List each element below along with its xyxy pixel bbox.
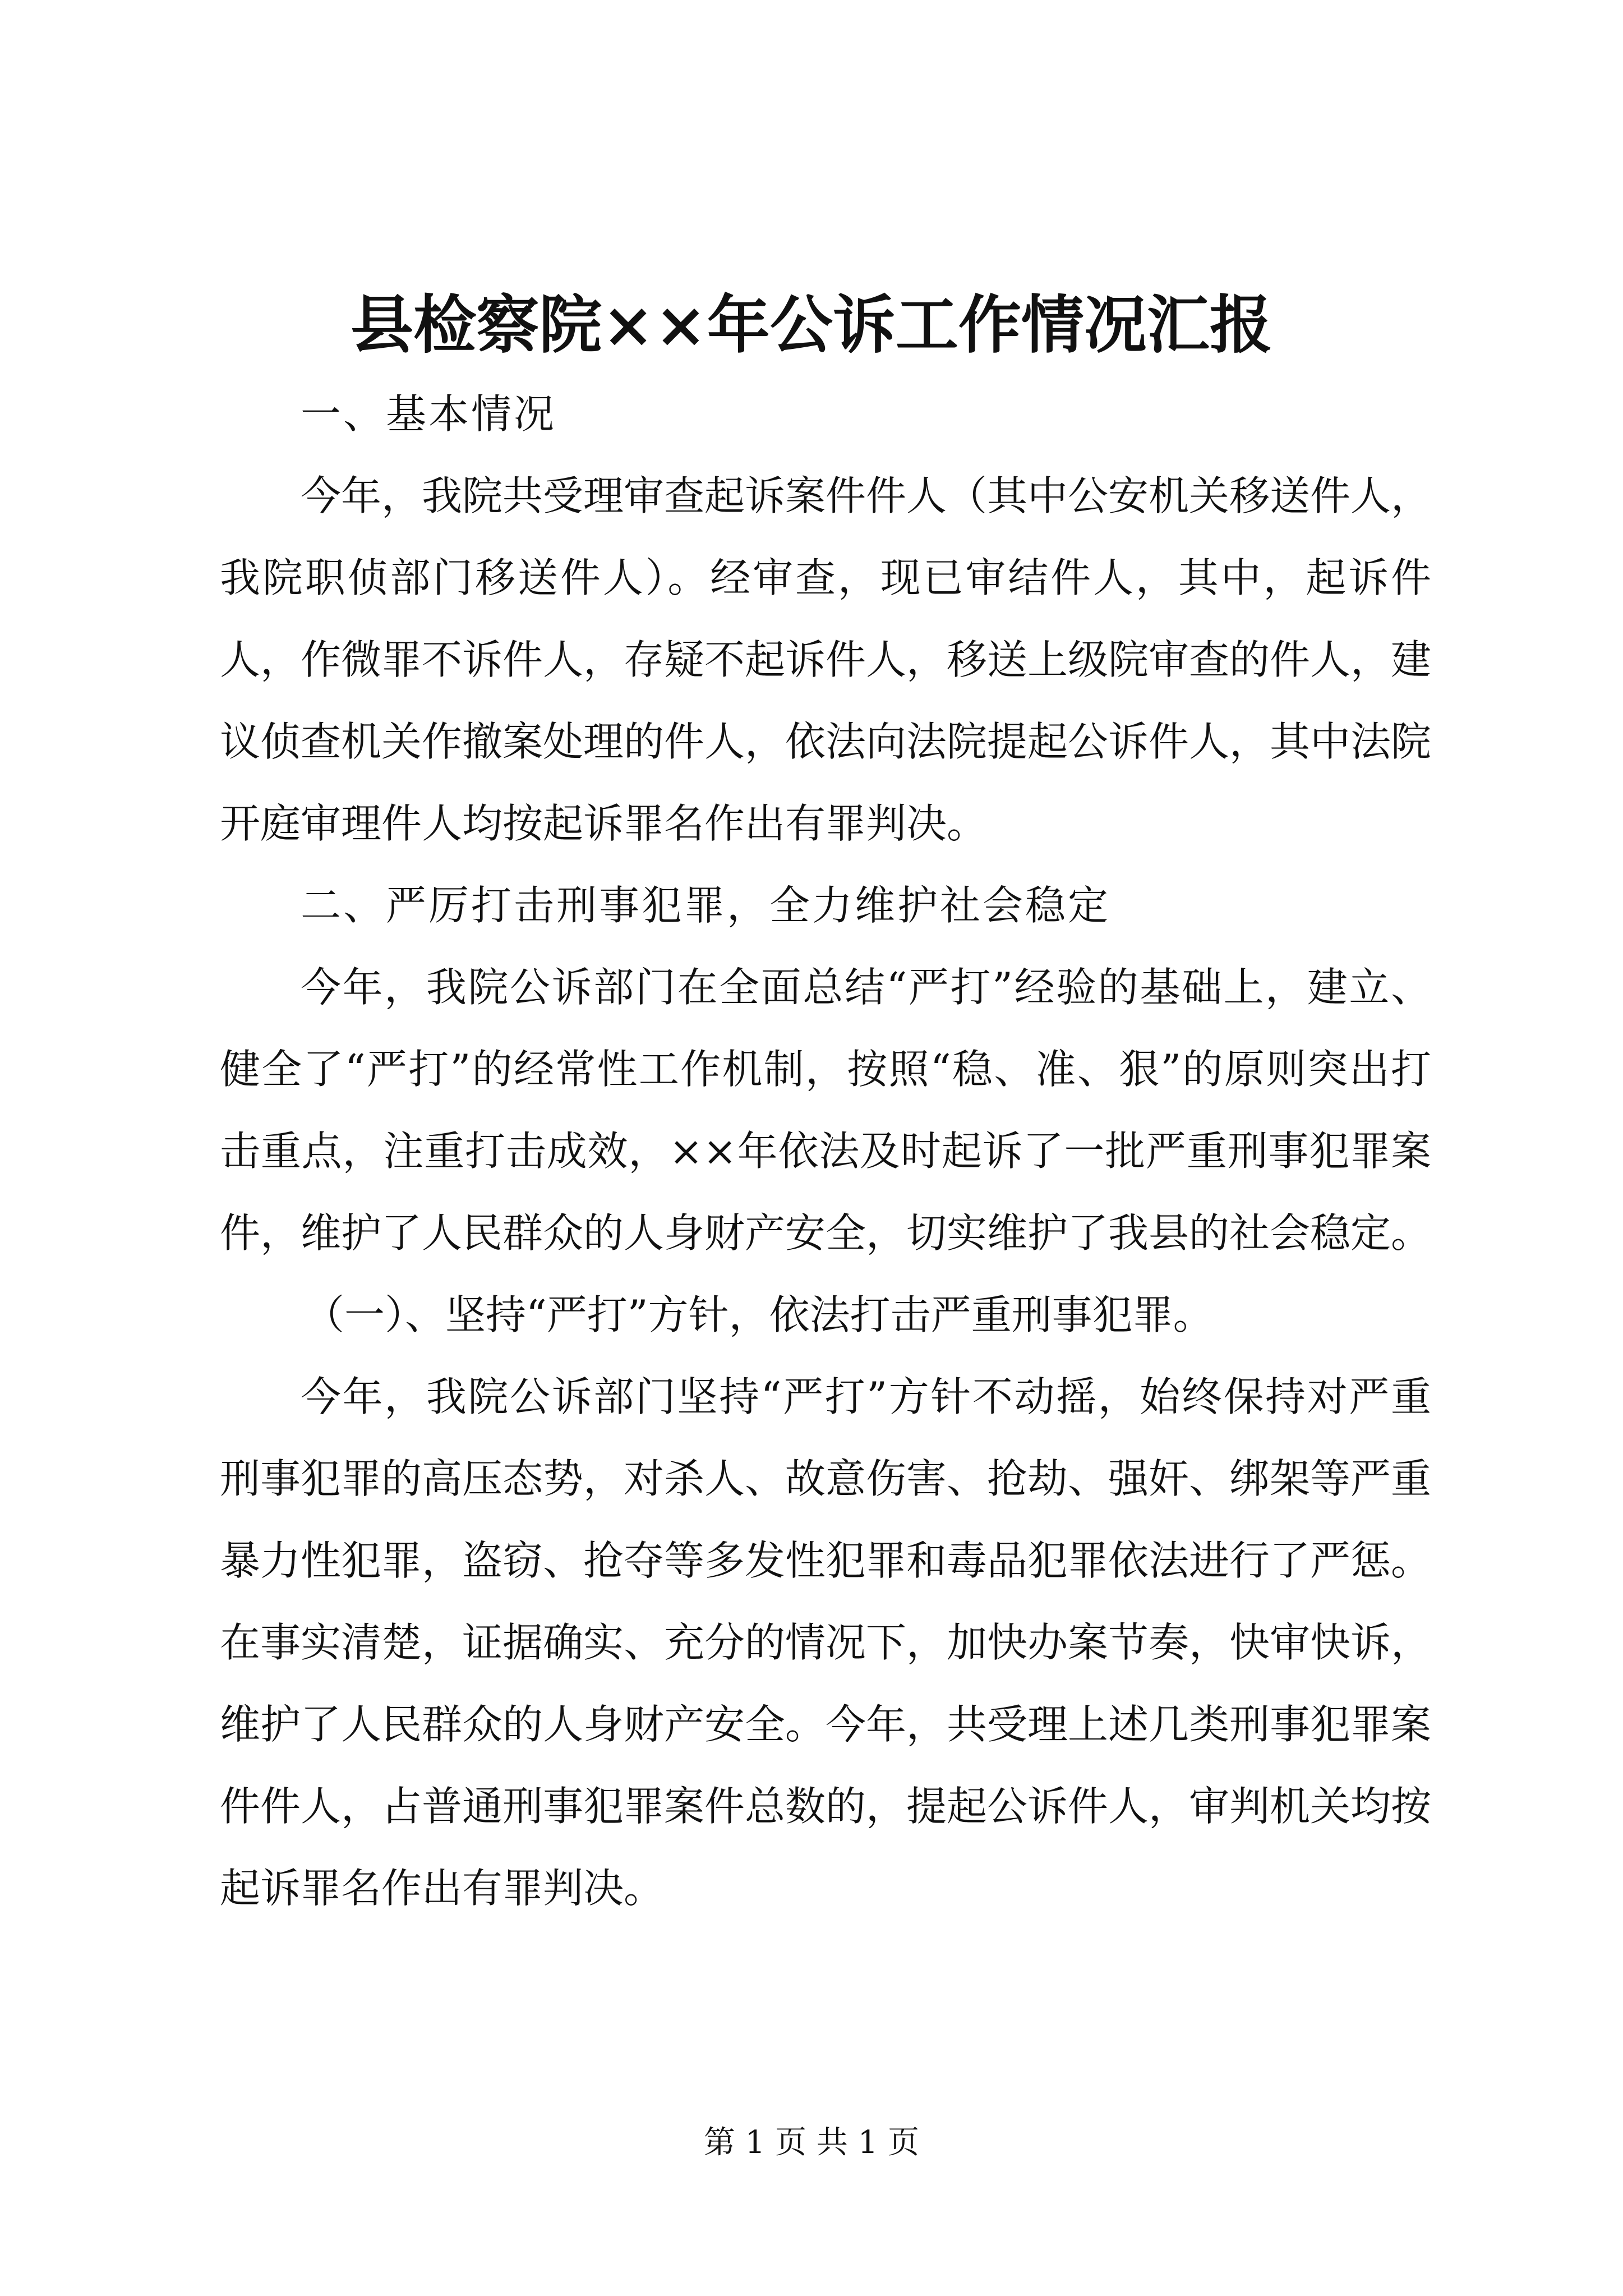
document-body <box>220 373 1431 1929</box>
subsection-heading-strike-hard: （一）、坚持“严打”方针，依法打击严重刑事犯罪。 <box>304 1291 1214 1338</box>
paragraph-strike-hard-details: 今年，我院公诉部门坚持“严打”方针不动摇，始终保持对严重刑事犯罪的高压态势，对杀人、故意伤害、抢劫、强奸、绑架等严重暴力性犯罪，盗窃、抢夺等多发性犯罪和毒品犯罪依法进行了严惩。在事实清楚，证据确实、充分的情况下，加快办案节奏，快审快诉，维护了人民群众的人身财产安全。今年，共受理上述几类刑事犯罪案件件人，占普通刑事犯罪案件总数的，提起公诉件人，审判机关均按起诉罪名作出有罪判决。 <box>220 1373 1432 1912</box>
section-heading-crackdown: 二、严厉打击刑事犯罪，全力维护社会稳定 <box>301 882 1111 929</box>
section-heading-basic-situation: 一、基本情况 <box>301 390 557 438</box>
paragraph-crackdown-summary: 今年，我院公诉部门在全面总结“严打”经验的基础上，建立、健全了“严打”的经常性工作机制，按照“稳、准、狠”的原则突出打击重点，注重打击成效，××年依法及时起诉了一批严重刑事犯罪案件，维护了人民群众的人身财产安全，切实维护了我县的社会稳定。 <box>220 964 1432 1257</box>
document-title: 县检察院××年公诉工作情况汇报 <box>351 288 1272 362</box>
paragraph-case-statistics: 今年，我院共受理审查起诉案件件人（其中公安机关移送件人，我院职侦部门移送件人）。经审查，现已审结件人，其中，起诉件人，作微罪不诉件人，存疑不起诉件人，移送上级院审查的件人，建议侦查机关作撤案处理的件人，依法向法院提起公诉件人，其中法院开庭审理件人均按起诉罪名作出有罪判决。 <box>220 472 1432 847</box>
page-footer: 第 1 页 共 1 页 <box>703 2124 920 2161</box>
